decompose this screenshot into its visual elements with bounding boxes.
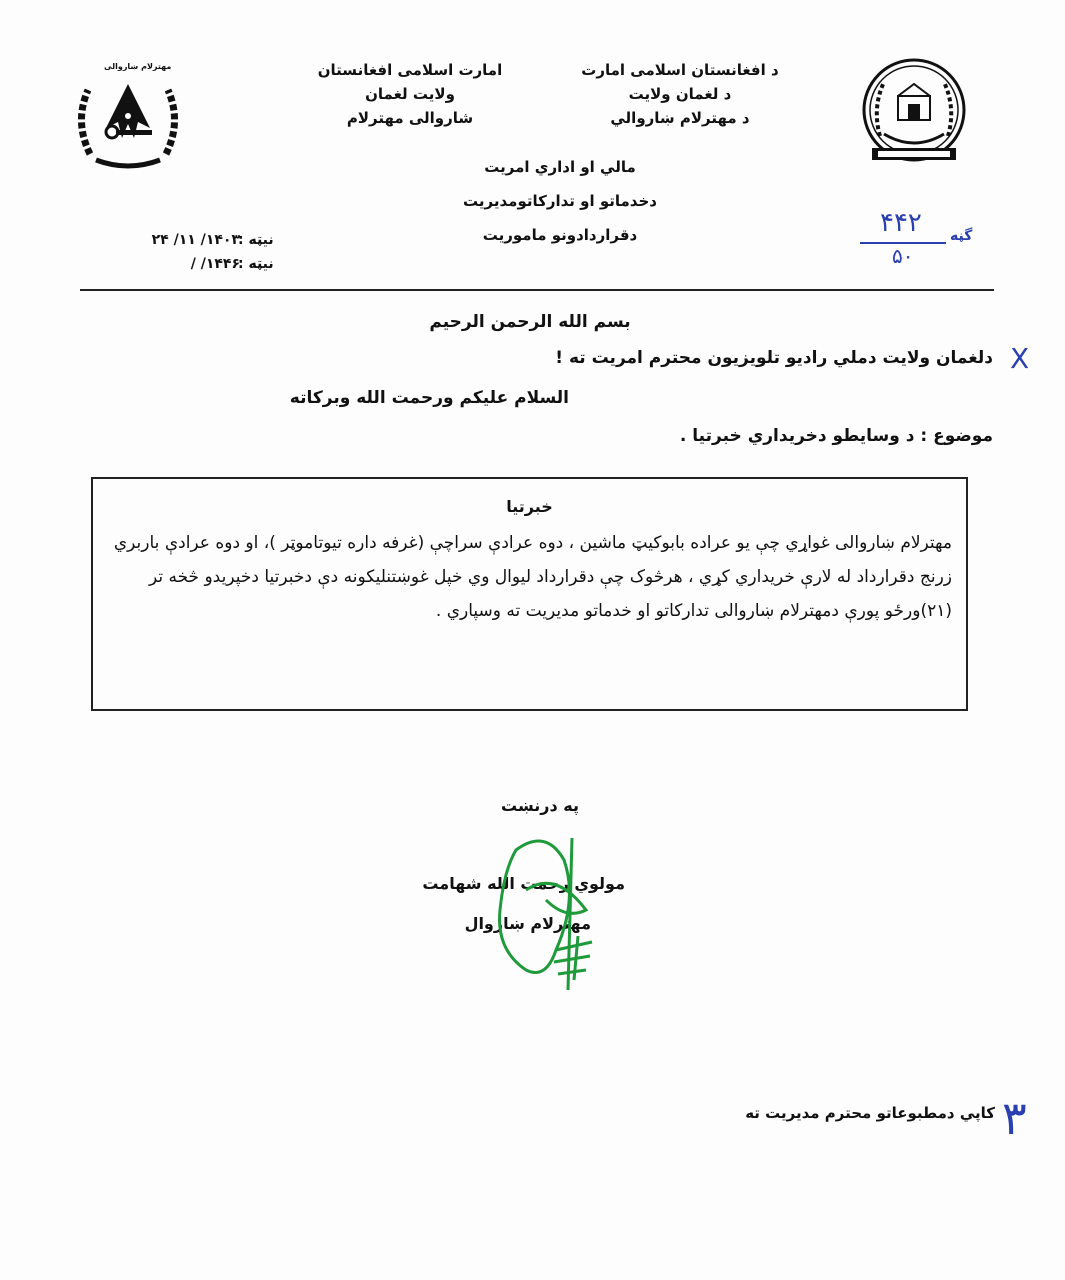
signature-name: مولوي رحمت الله شهامت [422, 874, 625, 893]
dari-header [300, 58, 520, 130]
date-label-1: نیټه : [238, 232, 274, 248]
signature-regards: په درنښت [501, 796, 579, 815]
pashto-header-line2: د لغمان ولایت [628, 85, 732, 103]
eagle-emblem-icon [70, 62, 186, 170]
department-line3: دقراردادونو ماموریت [482, 226, 638, 244]
notice-line: مهترلام ښاروالی غواړي چې یو عراده بابوکیټ ماشین ، دوه عرادې سراچې (غرفه داره تیوتاموټر )، او دوه عرادې باربري [113, 533, 952, 553]
emirate-emblem-icon [858, 56, 970, 166]
reference-label: گڼه [950, 228, 973, 244]
handwritten-signature [486, 830, 606, 995]
copy-number: ۳ [1002, 1091, 1027, 1145]
copy-recipient: کاپي دمطبوعاتو محترم مدیریت ته [745, 1104, 995, 1122]
notice-title: خبرتیا [506, 497, 553, 516]
subject-line: موضوع : د وسایطو دخریداري خبرتیا . [679, 426, 993, 446]
date-block [126, 230, 286, 278]
dari-header-line2: ولایت لغمان [365, 85, 455, 103]
header-divider [80, 289, 994, 291]
reference-number-bottom: ۵۰ [892, 244, 914, 268]
signature-title: مهترلام ښاروال [464, 914, 591, 933]
pashto-header-line1: د افغانستان اسلامی امارت [581, 61, 779, 79]
reference-number [858, 208, 988, 268]
notice-line: (۲۱)ورځو پورې دمهترلام ښاروالی تدارکاتو او خدماتو مدیریت ته وسپاري . [435, 601, 952, 621]
recipient-mark: X [1010, 342, 1030, 375]
recipient-line: دلغمان ولایت دملي رادیو تلویزیون محترم امریت ته ! [555, 348, 993, 368]
notice-box [91, 477, 968, 711]
date-value-1: ۱۴۰۳/ ۱۱/ ۲۴ [151, 232, 240, 248]
dari-header-line3: شاروالی مهترلام [346, 109, 474, 127]
notice-line: زرنج دقرارداد له لارې خریداري کړي ، هرڅوک چې دقرارداد لیوال وي خپل غوښتنلیکونه دې دخبرتیا دخپریدو څخه تر [148, 567, 952, 587]
department-line1: مالي او اداري امریت [484, 158, 636, 176]
department-line2: دخدماتو او تدارکاتومدیریت [463, 192, 657, 210]
dari-header-line1: امارت اسلامی افغانستان [317, 61, 503, 79]
date-label-2: نیټه : [238, 256, 274, 272]
date-value-2: ۱۴۴۶/ / [190, 256, 240, 272]
bismillah: بسم الله الرحمن الرحیم [429, 312, 631, 332]
reference-number-top: ۴۴۲ [880, 208, 922, 238]
department-header [440, 150, 680, 252]
seal-caption: مهترلام ښاروالی [104, 62, 172, 71]
municipality-seal [70, 62, 186, 170]
greeting: السلام علیکم ورحمت الله وبرکاته [289, 388, 569, 408]
signature-scribble-icon [486, 830, 606, 995]
pashto-header-line3: د مهترلام ښاروالي [610, 109, 750, 127]
pashto-header [560, 58, 800, 130]
national-emblem [858, 56, 970, 166]
